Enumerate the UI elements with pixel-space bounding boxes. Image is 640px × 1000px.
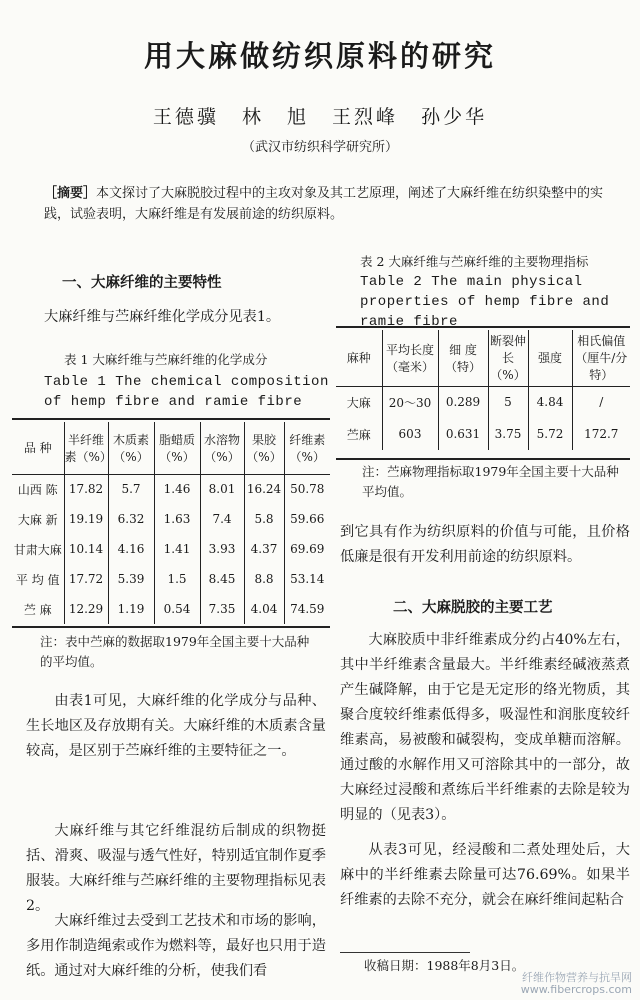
table-cell: 1.41 [154, 534, 200, 564]
abstract [44, 183, 624, 225]
table-cell: 17.82 [64, 474, 108, 504]
abstract-label: ［摘要］ [44, 186, 97, 201]
table-cell: 6.32 [108, 504, 154, 534]
table-cell: 19.19 [64, 504, 108, 534]
table-cell: 4.84 [528, 386, 572, 418]
table-cell: 1.5 [154, 564, 200, 594]
table-cell: 7.4 [200, 504, 244, 534]
table-cell: 4.16 [108, 534, 154, 564]
footnote-rule [340, 952, 470, 953]
watermark [521, 972, 632, 996]
table-cell: 3.93 [200, 534, 244, 564]
table-cell: 5.8 [244, 504, 284, 534]
header-top: 相氏偏值 [577, 334, 626, 349]
table-row [12, 594, 330, 624]
table-1-caption-cn: 表 1 大麻纤维与苎麻纤维的化学成分 [64, 352, 268, 367]
table-cell: 0.631 [438, 418, 488, 450]
table-1-header: 纤维素（%） [284, 422, 330, 474]
table-cell: 0.54 [154, 594, 200, 624]
table-row [12, 534, 330, 564]
left-paragraph-2: 大麻纤维与其它纤维混纺后制成的织物挺括、滑爽、吸湿与透气性好，特别适宜制作夏季服装。大麻纤维与苎麻纤维的主要物理指标见表2。 [26, 823, 326, 914]
left-paragraph-3: 大麻纤维过去受到工艺技术和市场的影响，多用作制造绳索或作为燃料等，最好也只用于造纸。通过对大麻纤维的分析，使我们看 [26, 913, 326, 979]
table-cell: 8.01 [200, 474, 244, 504]
table-cell: 603 [382, 418, 438, 450]
header-top: 平均长度 [385, 342, 434, 357]
table-2-header [438, 330, 488, 386]
table-cell: 5.7 [108, 474, 154, 504]
table-row [12, 564, 330, 594]
table-cell: 16.24 [244, 474, 284, 504]
table-cell: / [572, 386, 630, 418]
table-cell: 1.46 [154, 474, 200, 504]
header-bottom: （%） [490, 368, 526, 383]
table-cell: 5.72 [528, 418, 572, 450]
table-cell: 74.59 [284, 594, 330, 624]
table-2-caption-en: Table 2 The main physical properties of hemp fibre and ramie fibre [360, 274, 610, 330]
table-2-top-rule [336, 326, 630, 328]
table-cell: 山西 陈 [17, 482, 58, 497]
table-1-header: 半纤维素（%） [64, 422, 108, 474]
table-cell: 172.7 [572, 418, 630, 450]
table-cell: 1.63 [154, 504, 200, 534]
left-paragraph-1: 由表1可见，大麻纤维的化学成分与品种、生长地区及存放期有关。大麻纤维的木质素含量较高，是区别于苎麻纤维的主要特征之一。 [26, 693, 326, 759]
abstract-text: 本文探讨了大麻脱胶过程中的主攻对象及其工艺原理，阐述了大麻纤维在纺织染整中的实践，试验表明，大麻纤维是有发展前途的纺织原料。 [44, 186, 604, 222]
table-cell: 8.8 [244, 564, 284, 594]
watermark-line-1: 纤维作物营养与抗旱网 [522, 971, 632, 984]
section-1-heading: 一、大麻纤维的主要特性 [62, 275, 222, 291]
table-1-bottom-rule [12, 626, 330, 628]
table-row [12, 504, 330, 534]
table-row [336, 418, 630, 450]
table-cell: 平 均 值 [15, 572, 60, 587]
author-2: 林 旭 [241, 106, 309, 128]
table-2-header [382, 330, 438, 386]
table-cell: 3.75 [488, 418, 528, 450]
table-1-top-rule [12, 418, 330, 420]
table-cell: 5 [488, 386, 528, 418]
header-bottom: （特） [444, 359, 481, 374]
header-bottom: （厘牛/分特） [575, 351, 628, 383]
watermark-line-2: www.fibercrops.com [520, 983, 632, 996]
received-date: 收稿日期：1988年8月3日。 [364, 958, 525, 973]
table-cell: 5.39 [108, 564, 154, 594]
table-cell: 69.69 [284, 534, 330, 564]
table-row [336, 386, 630, 418]
table-cell: 53.14 [284, 564, 330, 594]
table-cell: 1.19 [108, 594, 154, 624]
table-2-bottom-rule [336, 458, 630, 460]
table-cell: 0.289 [438, 386, 488, 418]
table-cell: 20～30 [382, 386, 438, 418]
table-2-caption-cn: 表 2 大麻纤维与苎麻纤维的主要物理指标 [360, 254, 589, 269]
table-cell: 大麻 [346, 395, 371, 410]
table-1-header: 木质素（%） [108, 422, 154, 474]
affiliation: （武汉市纺织科学研究所） [241, 140, 398, 155]
table-1-note: 注：表中苎麻的数据取1979年全国主要十大品种的平均值。 [40, 634, 310, 669]
header-bottom: （毫米） [385, 359, 434, 374]
table-2-header [488, 330, 528, 386]
table-cell: 4.37 [244, 534, 284, 564]
table-row [12, 474, 330, 504]
header-top: 强度 [537, 351, 562, 366]
section-2-heading: 二、大麻脱胶的主要工艺 [393, 600, 553, 616]
table-cell: 12.29 [64, 594, 108, 624]
table-1 [12, 422, 330, 624]
author-3: 王烈峰 [332, 106, 399, 128]
header-top: 细 度 [449, 342, 477, 357]
table-1-caption-en: Table 1 The chemical composition of hemp fibre and ramie fibre [44, 374, 329, 410]
right-paragraph: 到它具有作为纺织原料的价值与可能，且价格低廉是很有开发利用前途的纺织原料。 [340, 524, 630, 565]
paper-title: 用大麻做纺织原料的研究 [143, 39, 496, 73]
table-cell: 8.45 [200, 564, 244, 594]
table-cell: 苎 麻 [23, 602, 52, 617]
table-cell: 59.66 [284, 504, 330, 534]
table-cell: 甘肃大麻 [13, 542, 62, 557]
table-cell: 17.72 [64, 564, 108, 594]
author-4: 孙少华 [421, 106, 488, 128]
table-2-note: 注：苎麻物理指标取1979年全国主要十大品种平均值。 [362, 464, 619, 499]
table-cell: 7.35 [200, 594, 244, 624]
header-top: 断裂伸长 [489, 334, 526, 366]
section-2-paragraph-1: 大麻胶质中非纤维素成分约占40%左右，其中半纤维素含量最大。半纤维素经碱液蒸煮产生碱降解，由于它是无定形的络光物质，其聚合度较纤维素低得多，吸湿性和润胀度较纤维素高，易被酸和碱裂构，变成单糖而溶解。通过酸的水解作用又可溶除其中的一部分，故大麻经过浸酸和煮练后半纤维素的去除是较为明显的（见表3）。 [340, 632, 630, 823]
table-2-header [528, 330, 572, 386]
author-1: 王德骥 [152, 106, 219, 128]
table-2-header: 麻种 [346, 351, 371, 366]
table-cell: 4.04 [244, 594, 284, 624]
table-1-header: 果胶（%） [244, 422, 284, 474]
table-cell: 50.78 [284, 474, 330, 504]
table-2 [336, 330, 630, 450]
table-1-header: 脂蜡质（%） [154, 422, 200, 474]
table-cell: 大麻 新 [17, 512, 58, 527]
table-cell: 10.14 [64, 534, 108, 564]
table-cell: 苎麻 [346, 427, 371, 442]
table-1-header: 品 种 [23, 441, 52, 456]
section-1-intro: 大麻纤维与苎麻纤维化学成分见表1。 [44, 309, 281, 325]
author-list [0, 102, 640, 129]
table-1-header: 水溶物（%） [200, 422, 244, 474]
table-2-header [572, 330, 630, 386]
section-2-paragraph-2: 从表3可见，经浸酸和二煮处理处后，大麻中的半纤维素去除量可达76.69%。如果半纤维素的去除不充分，就会在麻纤维间起粘合 [340, 842, 630, 908]
